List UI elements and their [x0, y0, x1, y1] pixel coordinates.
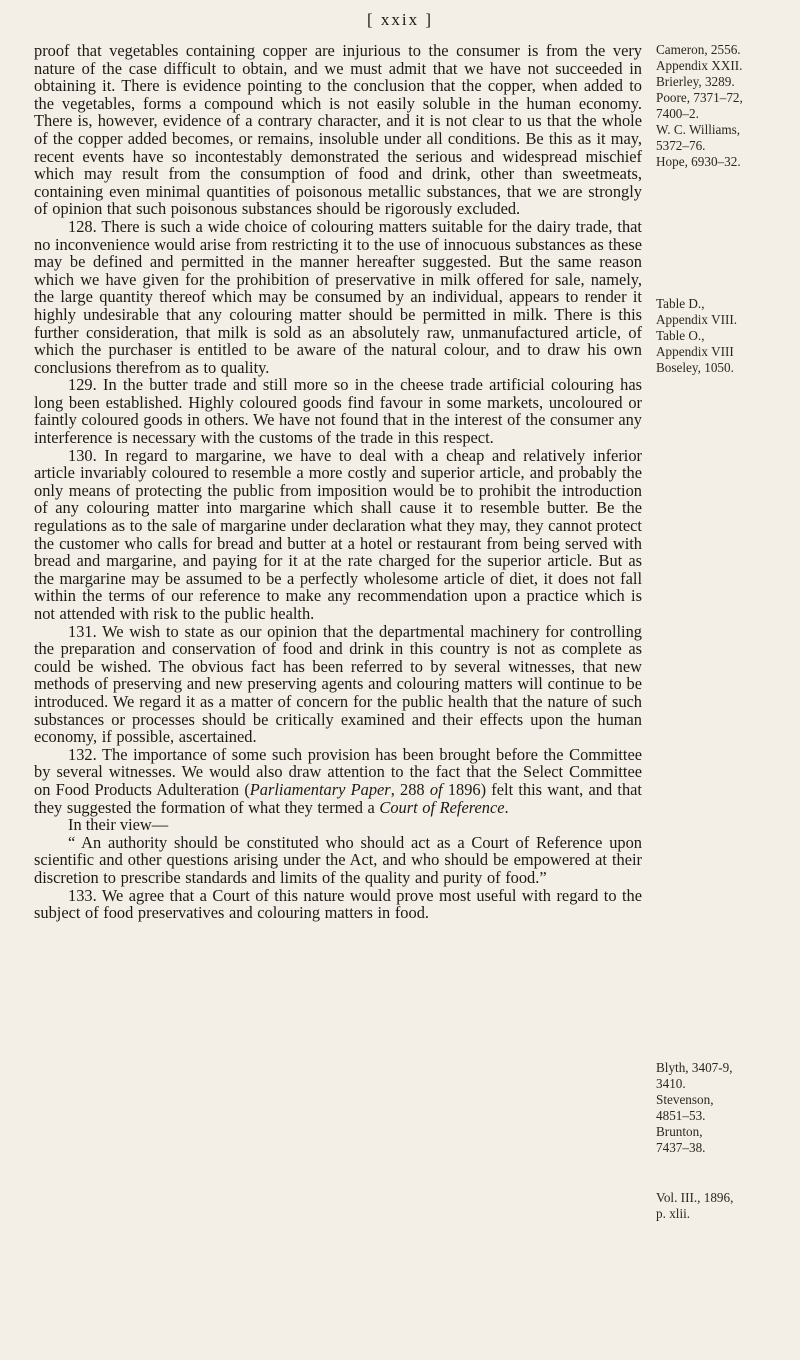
margin-note-line: Appendix VIII — [656, 344, 734, 359]
paragraph-132 — [34, 746, 642, 816]
margin-note-refs-quote — [656, 1190, 796, 1222]
margin-note-line: 7437–38. — [656, 1140, 706, 1155]
p132-italic-parliamentary-paper: Parliamentary Paper — [249, 779, 391, 799]
margin-note-line: Blyth, 3407-9, — [656, 1060, 733, 1075]
margin-note-line: W. C. Williams, — [656, 122, 741, 137]
paragraph-128: 128. There is such a wide choice of colouring matters suitable for the dairy trade, that no inconvenience would arise from restricting it to the use of innocuous substances as these may be defined and permitted in the manner hereafter suggested. But the same reason which we have given for the prohibition of preservative in milk offered for sale, namely, the large quantity thereof which may be consumed by an individual, appears to render it highly undesirable that any colouring matter should be permitted in milk. There is this further consideration, that milk is sold as an absolutely raw, unmanufactured article, of which the purchaser is entitled to be aware of the natural colour, and to draw his own conclusions therefrom as to quality. — [34, 216, 642, 377]
p132-italic-court-of-reference: Court of Reference — [379, 797, 505, 817]
margin-note-line: Stevenson, — [656, 1092, 714, 1107]
main-text-column — [34, 42, 642, 922]
paragraph-129: 129. In the butter trade and still more so in the cheese trade artificial colouring has long been established. Highly coloured goods find favour in some markets, uncoloured or faintly coloured goods in others. We have not found that in the interest of the consumer any interference is necessary with the customs of the trade in this respect. — [34, 375, 642, 448]
margin-note-refs-132 — [656, 1060, 796, 1156]
margin-note-line: Brunton, — [656, 1124, 703, 1139]
margin-note-line: 7400–2. — [656, 106, 699, 121]
page-number: [ xxix ] — [366, 10, 434, 29]
margin-note-line: Table D., — [656, 296, 705, 311]
p132-text-3: 1896) felt this want, and that they suggested the formation of what they termed a — [34, 779, 642, 817]
margin-note-line: Boseley, 1050. — [656, 360, 734, 375]
margin-note-line: p. xlii. — [656, 1206, 691, 1221]
paragraph-130: 130. In regard to margarine, we have to deal with a cheap and relatively inferior article invariably coloured to resemble a more costly and superior article, and probably the only means of protecting the public from imposition would be to prohibit the introduction of any colouring matter into margarine which shall cause it to resemble butter. Be the regulations as to the sale of margarine under declaration what they may, they cannot protect the customer who calls for bread and butter at a hotel or restaurant from being served with bread and margarine, and paying for it at the rate charged for the superior article. But as the margarine may be assumed to be a perfectly wholesome article of diet, it does not fall within the terms of our reference to make any recommendation upon a practice which is not attended with risk to the public health. — [34, 445, 642, 623]
margin-note-line: 5372–76. — [656, 138, 706, 153]
margin-note-refs-127 — [656, 42, 796, 170]
margin-note-line: Hope, 6930–32. — [656, 154, 741, 169]
margin-note-line: Cameron, 2556. — [656, 42, 741, 57]
margin-note-line: Appendix VIII. — [656, 312, 738, 327]
p132-italic-of: of — [429, 779, 443, 799]
paragraph-133: 133. We agree that a Court of this nature would prove most useful with regard to the subject of food preservatives and colouring matters in food. — [34, 885, 642, 923]
paragraph-131: 131. We wish to state as our opinion that the departmental machinery for controlling the preparation and conservation of food and drink in this country is not as complete as could be wished. The obvious fact has been referred to by several witnesses, that new methods of preserving and new preserving agents and colouring matters will continue to be introduced. We regard it as a matter of concern for the public health that the nature of such substances or processes should be critically examined and their effects upon the human economy, if possible, ascertained. — [34, 621, 642, 747]
quotation: “ An authority should be constituted who should act as a Court of Reference upon scientific and other questions arising under the Act, and who should be empowered at their discretion to prescribe standards and limits of the quality and purity of food.” — [34, 832, 642, 887]
margin-note-line: Table O., — [656, 328, 705, 343]
margin-note-line: Vol. III., 1896, — [656, 1190, 734, 1205]
p132-text-1: 132. The importance of some such provision has been brought before the Committee by several witnesses. We would also draw attention to the fact that the Select Committee on Food Products Adulteration ( — [34, 744, 642, 799]
margin-note-line: Appendix XXII. — [656, 58, 743, 73]
p132-text-4: . — [504, 797, 509, 817]
margin-note-line: Brierley, 3289. — [656, 74, 735, 89]
paragraph-127-continued: proof that vegetables containing copper are injurious to the consumer is from the very nature of the case difficult to obtain, and we must admit that we have not succeeded in obtaining it. There is evidence pointing to the conclusion that the copper, when added to the vegetables, forms a compound which is not easily soluble in the human economy. There is, however, evidence of a contrary character, and it is not clear to us that the whole of the copper added becomes, or remains, insoluble under all conditions. Be this as it may, recent events have so incontestably demonstrated the serious and widespread mischief which may result from the consumption of food and drink, other than sweetmeats, containing even minimal quantities of poisonous metallic substances, that we are strongly of opinion that such poisonous substances should be rigorously excluded. — [34, 41, 642, 219]
margin-note-refs-128 — [656, 296, 796, 376]
margin-note-line: 3410. — [656, 1076, 686, 1091]
view-intro: In their view— — [68, 815, 169, 835]
margin-note-line: 4851–53. — [656, 1108, 706, 1123]
margin-note-line: Poore, 7371–72, — [656, 90, 743, 105]
p132-text-2: , 288 — [390, 779, 430, 799]
